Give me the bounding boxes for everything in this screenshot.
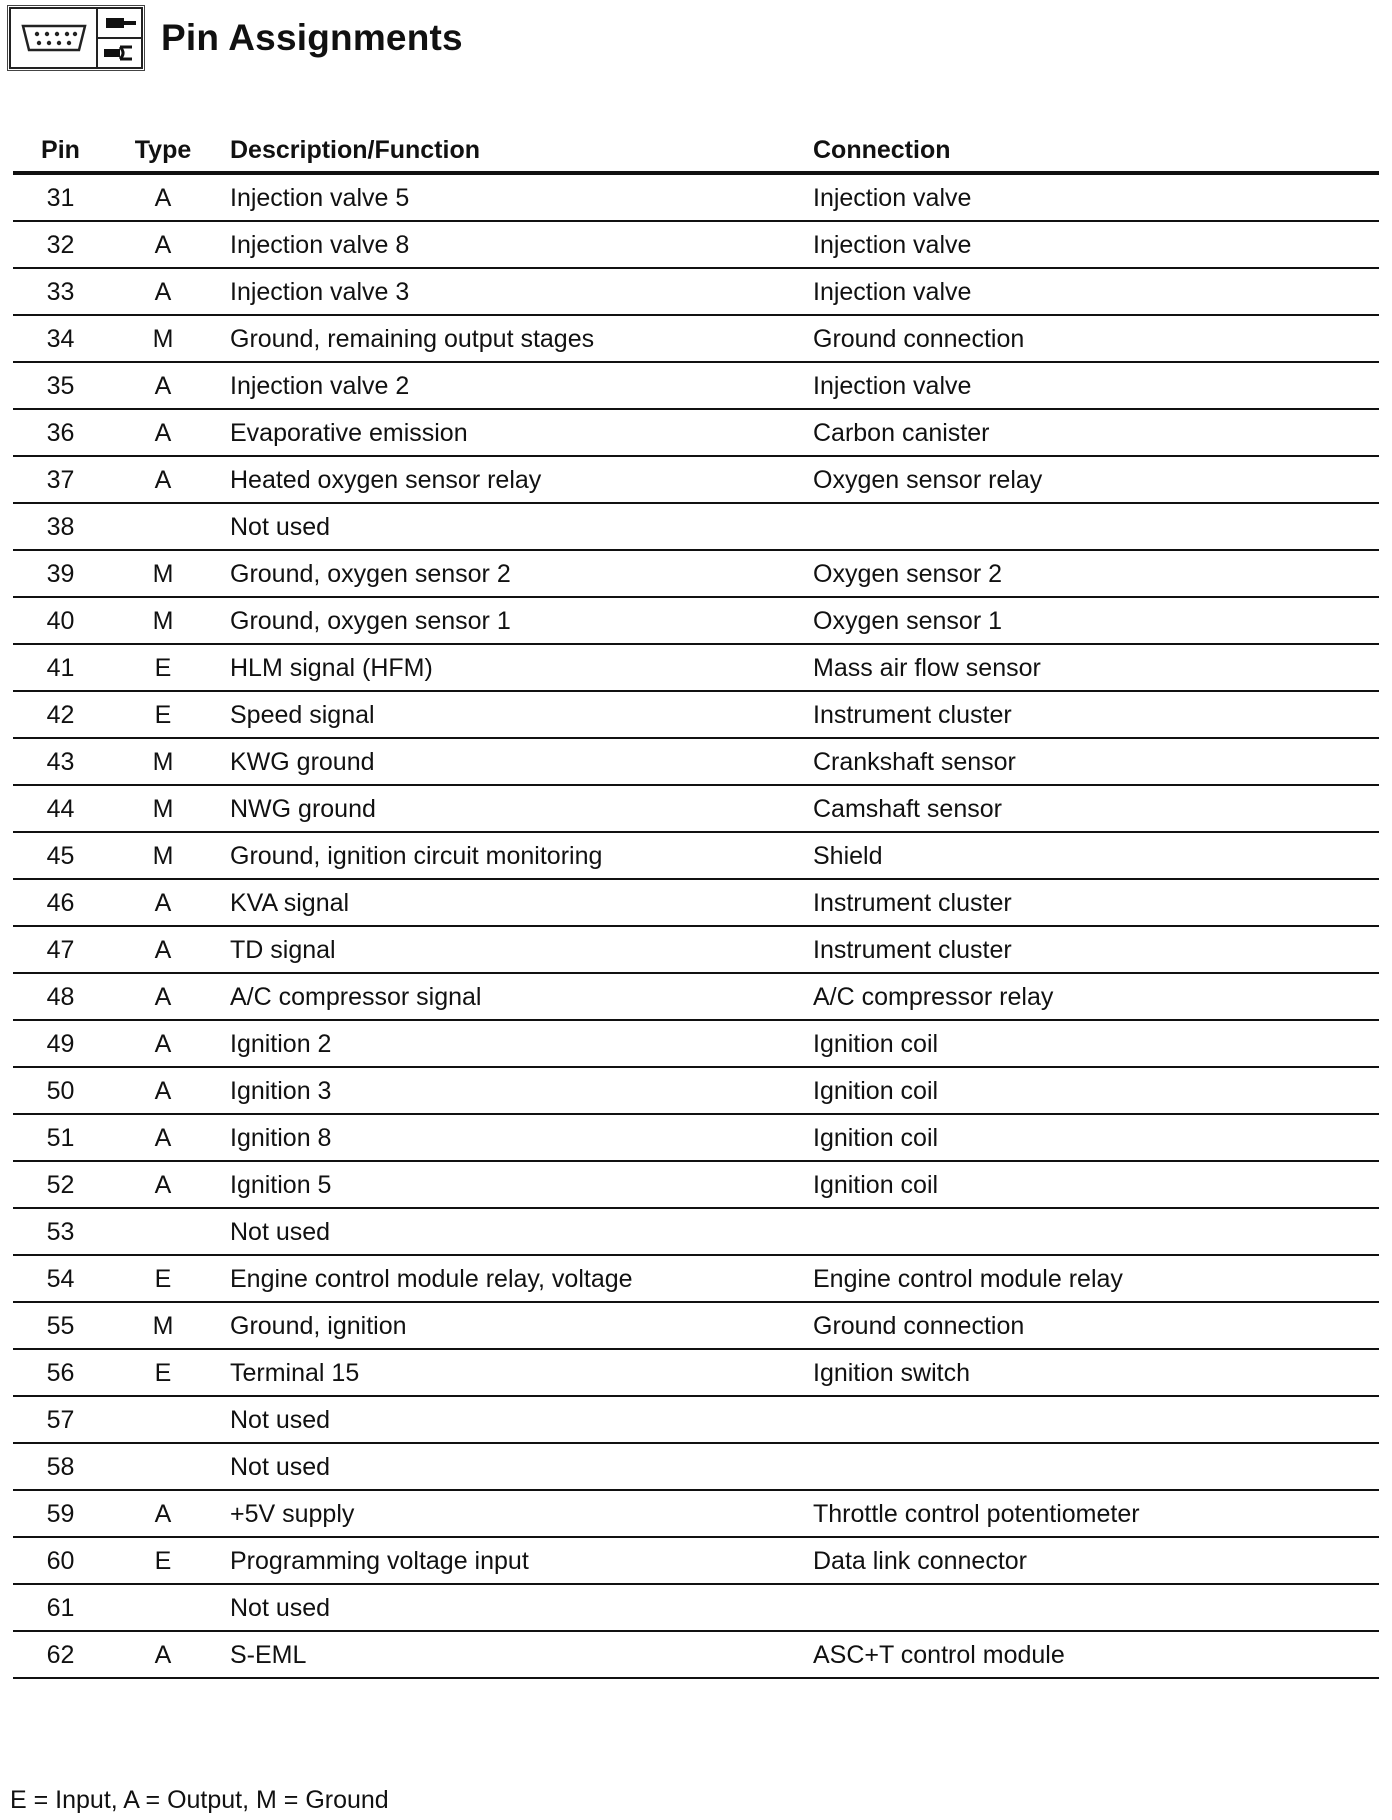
description-cell: Heated oxygen sensor relay: [230, 466, 542, 494]
type-cell: A: [154, 1500, 172, 1528]
type-cell: A: [154, 184, 172, 212]
table-row: [13, 457, 1379, 504]
table-row: [13, 786, 1379, 833]
table-row: [13, 598, 1379, 645]
description-cell: Ignition 2: [230, 1030, 332, 1058]
pin-cell: 48: [46, 983, 75, 1011]
table-row: [13, 316, 1379, 363]
type-cell: A: [154, 466, 172, 494]
connector-icon: [11, 9, 98, 67]
pin-cell: 36: [46, 419, 75, 447]
table-row: [13, 880, 1379, 927]
description-cell: KWG ground: [230, 748, 375, 776]
description-cell: S-EML: [230, 1641, 307, 1669]
table-row: [13, 1350, 1379, 1397]
type-cell: A: [154, 278, 172, 306]
connection-cell: Ignition switch: [813, 1359, 971, 1387]
pin-cell: 43: [46, 748, 75, 776]
pin-cell: 53: [46, 1218, 75, 1246]
page-header: [9, 4, 463, 71]
connection-cell: Carbon canister: [813, 419, 990, 447]
connection-cell: Ignition coil: [813, 1030, 939, 1058]
description-cell: Injection valve 2: [230, 372, 410, 400]
pin-cell: 58: [46, 1453, 75, 1481]
description-cell: TD signal: [230, 936, 336, 964]
table-row: [13, 1538, 1379, 1585]
connection-cell: Mass air flow sensor: [813, 654, 1041, 682]
pin-cell: 61: [46, 1594, 75, 1622]
description-cell: Ground, remaining output stages: [230, 325, 595, 353]
pin-cell: 35: [46, 372, 75, 400]
pin-cell: 54: [46, 1265, 75, 1293]
connection-cell: Injection valve: [813, 184, 972, 212]
pin-cell: 38: [46, 513, 75, 541]
description-cell: Evaporative emission: [230, 419, 468, 447]
connection-cell: Ground connection: [813, 325, 1025, 353]
type-cell: E: [154, 654, 172, 682]
table-row: [13, 1397, 1379, 1444]
column-header-type: Type: [134, 136, 192, 164]
plug-icon: [98, 9, 141, 39]
table-row: [13, 1209, 1379, 1256]
pin-cell: 41: [46, 654, 75, 682]
pin-cell: 49: [46, 1030, 75, 1058]
page-title: Pin Assignments: [161, 16, 463, 58]
table-row: [13, 739, 1379, 786]
description-cell: Not used: [230, 1218, 331, 1246]
connection-cell: Instrument cluster: [813, 889, 1012, 917]
connection-cell: Crankshaft sensor: [813, 748, 1016, 776]
connector-icon-box: [9, 7, 143, 69]
type-cell: A: [154, 372, 172, 400]
connection-cell: ASC+T control module: [813, 1641, 1065, 1669]
connection-cell: Oxygen sensor 2: [813, 560, 1002, 588]
table-row: [13, 974, 1379, 1021]
connection-cell: Instrument cluster: [813, 936, 1012, 964]
pin-cell: 42: [46, 701, 75, 729]
description-cell: Ignition 8: [230, 1124, 332, 1152]
type-cell: M: [152, 842, 174, 870]
type-cell: A: [154, 1077, 172, 1105]
connection-cell: A/C compressor relay: [813, 983, 1054, 1011]
description-cell: NWG ground: [230, 795, 376, 823]
pin-cell: 32: [46, 231, 75, 259]
table-row: [13, 504, 1379, 551]
connection-cell: Injection valve: [813, 231, 972, 259]
pin-cell: 55: [46, 1312, 75, 1340]
pin-cell: 57: [46, 1406, 75, 1434]
description-cell: Injection valve 5: [230, 184, 410, 212]
type-cell: A: [154, 231, 172, 259]
column-header-pin: Pin: [41, 136, 80, 164]
pin-cell: 39: [46, 560, 75, 588]
connection-cell: Camshaft sensor: [813, 795, 1002, 823]
table-row: [13, 363, 1379, 410]
type-cell: E: [154, 1547, 172, 1575]
description-cell: Injection valve 3: [230, 278, 410, 306]
description-cell: KVA signal: [230, 889, 350, 917]
pin-cell: 44: [46, 795, 75, 823]
description-cell: Ground, ignition circuit monitoring: [230, 842, 603, 870]
pin-cell: 50: [46, 1077, 75, 1105]
table-row: [13, 1021, 1379, 1068]
description-cell: Terminal 15: [230, 1359, 360, 1387]
description-cell: Injection valve 8: [230, 231, 410, 259]
description-cell: Not used: [230, 1594, 331, 1622]
description-cell: Ground, oxygen sensor 1: [230, 607, 511, 635]
pin-table: [13, 130, 1379, 1679]
connection-cell: Oxygen sensor relay: [813, 466, 1043, 494]
table-row: [13, 1444, 1379, 1491]
type-cell: M: [152, 325, 174, 353]
table-row: [13, 175, 1379, 222]
connection-cell: Injection valve: [813, 372, 972, 400]
type-cell: A: [154, 1124, 172, 1152]
table-row: [13, 269, 1379, 316]
table-row: [13, 1115, 1379, 1162]
column-header-connection: Connection: [813, 136, 951, 164]
table-row: [13, 222, 1379, 269]
description-cell: Not used: [230, 1453, 331, 1481]
description-cell: Ground, oxygen sensor 2: [230, 560, 511, 588]
description-cell: Speed signal: [230, 701, 375, 729]
pin-cell: 33: [46, 278, 75, 306]
pin-cell: 62: [46, 1641, 75, 1669]
description-cell: A/C compressor signal: [230, 983, 482, 1011]
table-row: [13, 692, 1379, 739]
connection-cell: Injection valve: [813, 278, 972, 306]
table-row: [13, 1491, 1379, 1538]
pin-cell: 60: [46, 1547, 75, 1575]
description-cell: Ignition 5: [230, 1171, 332, 1199]
connection-cell: Ignition coil: [813, 1124, 939, 1152]
table-row: [13, 1632, 1379, 1679]
type-cell: A: [154, 889, 172, 917]
pin-cell: 40: [46, 607, 75, 635]
type-cell: A: [154, 419, 172, 447]
table-row: [13, 1585, 1379, 1632]
description-cell: Ignition 3: [230, 1077, 332, 1105]
connection-cell: Ignition coil: [813, 1077, 939, 1105]
type-cell: A: [154, 936, 172, 964]
type-cell: E: [154, 1265, 172, 1293]
connection-cell: Engine control module relay: [813, 1265, 1123, 1293]
pin-cell: 51: [46, 1124, 75, 1152]
pin-cell: 47: [46, 936, 75, 964]
pin-cell: 59: [46, 1500, 75, 1528]
pin-cell: 37: [46, 466, 75, 494]
type-cell: A: [154, 1171, 172, 1199]
type-legend: E = Input, A = Output, M = Ground: [10, 1786, 389, 1814]
type-cell: E: [154, 1359, 172, 1387]
description-cell: Ground, ignition: [230, 1312, 407, 1340]
table-row: [13, 645, 1379, 692]
connection-cell: Shield: [813, 842, 883, 870]
connection-cell: Instrument cluster: [813, 701, 1012, 729]
table-row: [13, 1303, 1379, 1350]
type-cell: M: [152, 795, 174, 823]
connection-cell: Ground connection: [813, 1312, 1025, 1340]
pin-cell: 46: [46, 889, 75, 917]
pin-cell: 56: [46, 1359, 75, 1387]
type-cell: M: [152, 748, 174, 776]
pin-cell: 31: [46, 184, 75, 212]
table-row: [13, 410, 1379, 457]
type-cell: M: [152, 1312, 174, 1340]
pin-cell: 52: [46, 1171, 75, 1199]
table-row: [13, 833, 1379, 880]
table-header: [13, 130, 1379, 175]
type-cell: A: [154, 983, 172, 1011]
type-cell: M: [152, 560, 174, 588]
table-row: [13, 1162, 1379, 1209]
table-row: [13, 1068, 1379, 1115]
socket-icon: [98, 39, 141, 67]
description-cell: Not used: [230, 1406, 331, 1434]
description-cell: +5V supply: [230, 1500, 355, 1528]
description-cell: HLM signal (HFM): [230, 654, 433, 682]
pin-cell: 34: [46, 325, 75, 353]
column-header-description: Description/Function: [230, 136, 480, 164]
table-row: [13, 1256, 1379, 1303]
type-cell: E: [154, 701, 172, 729]
type-cell: A: [154, 1030, 172, 1058]
description-cell: Not used: [230, 513, 331, 541]
pin-cell: 45: [46, 842, 75, 870]
description-cell: Programming voltage input: [230, 1547, 529, 1575]
connection-cell: Oxygen sensor 1: [813, 607, 1002, 635]
description-cell: Engine control module relay, voltage: [230, 1265, 633, 1293]
type-cell: A: [154, 1641, 172, 1669]
connection-cell: Throttle control potentiometer: [813, 1500, 1140, 1528]
connection-cell: Data link connector: [813, 1547, 1028, 1575]
connection-cell: Ignition coil: [813, 1171, 939, 1199]
table-row: [13, 551, 1379, 598]
type-cell: M: [152, 607, 174, 635]
table-row: [13, 927, 1379, 974]
